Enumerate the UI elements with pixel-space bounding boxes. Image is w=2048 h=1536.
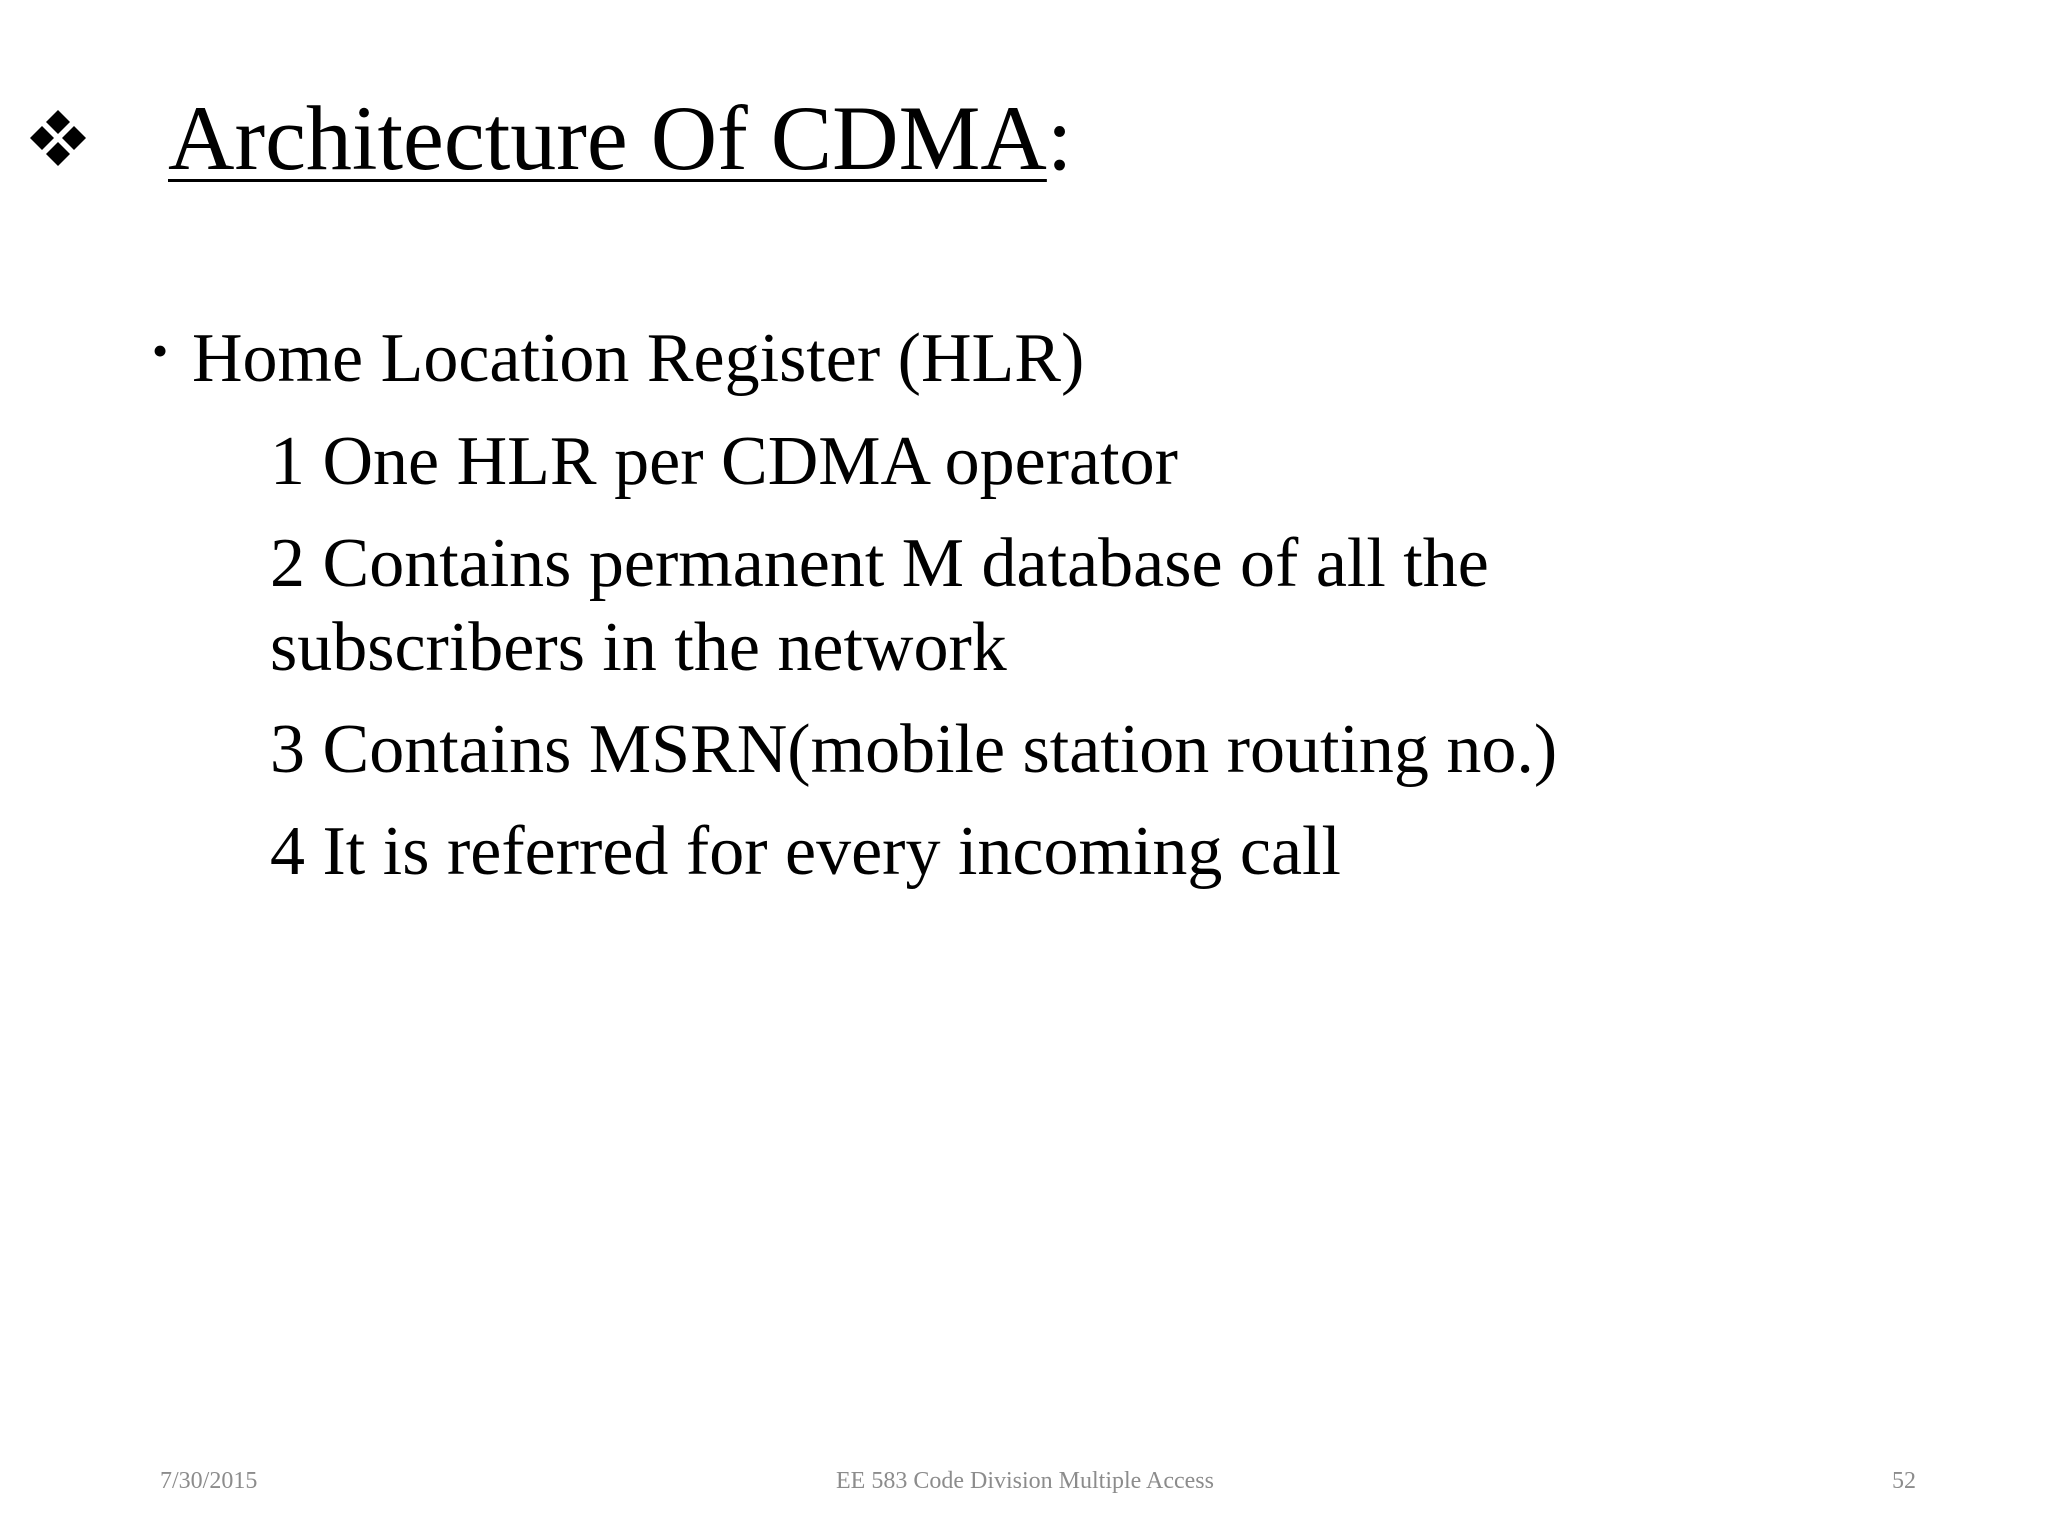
footer-course-title: EE 583 Code Division Multiple Access bbox=[836, 1468, 1214, 1494]
sub-item: 1 One HLR per CDMA operator bbox=[270, 423, 1178, 500]
footer-page-number: 52 bbox=[1892, 1468, 1916, 1494]
slide-title-suffix: : bbox=[1046, 87, 1073, 189]
sub-item: 3 Contains MSRN(mobile station routing no.) bbox=[270, 711, 1558, 788]
slide-title-row bbox=[28, 78, 1072, 198]
footer-date: 7/30/2015 bbox=[160, 1468, 258, 1494]
slide-title bbox=[168, 87, 1073, 189]
round-bullet-icon: • bbox=[152, 325, 169, 376]
sub-item: 2 Contains permanent M database of all the subscribers in the network bbox=[270, 525, 1489, 686]
bullet-item bbox=[152, 316, 1084, 402]
sub-item: 4 It is referred for every incoming call bbox=[270, 813, 1341, 890]
slide-title-main: Architecture Of CDMA bbox=[168, 87, 1047, 189]
bullet-heading: Home Location Register (HLR) bbox=[192, 320, 1085, 397]
sub-item-list bbox=[270, 420, 1770, 912]
four-diamond-icon bbox=[28, 108, 88, 168]
